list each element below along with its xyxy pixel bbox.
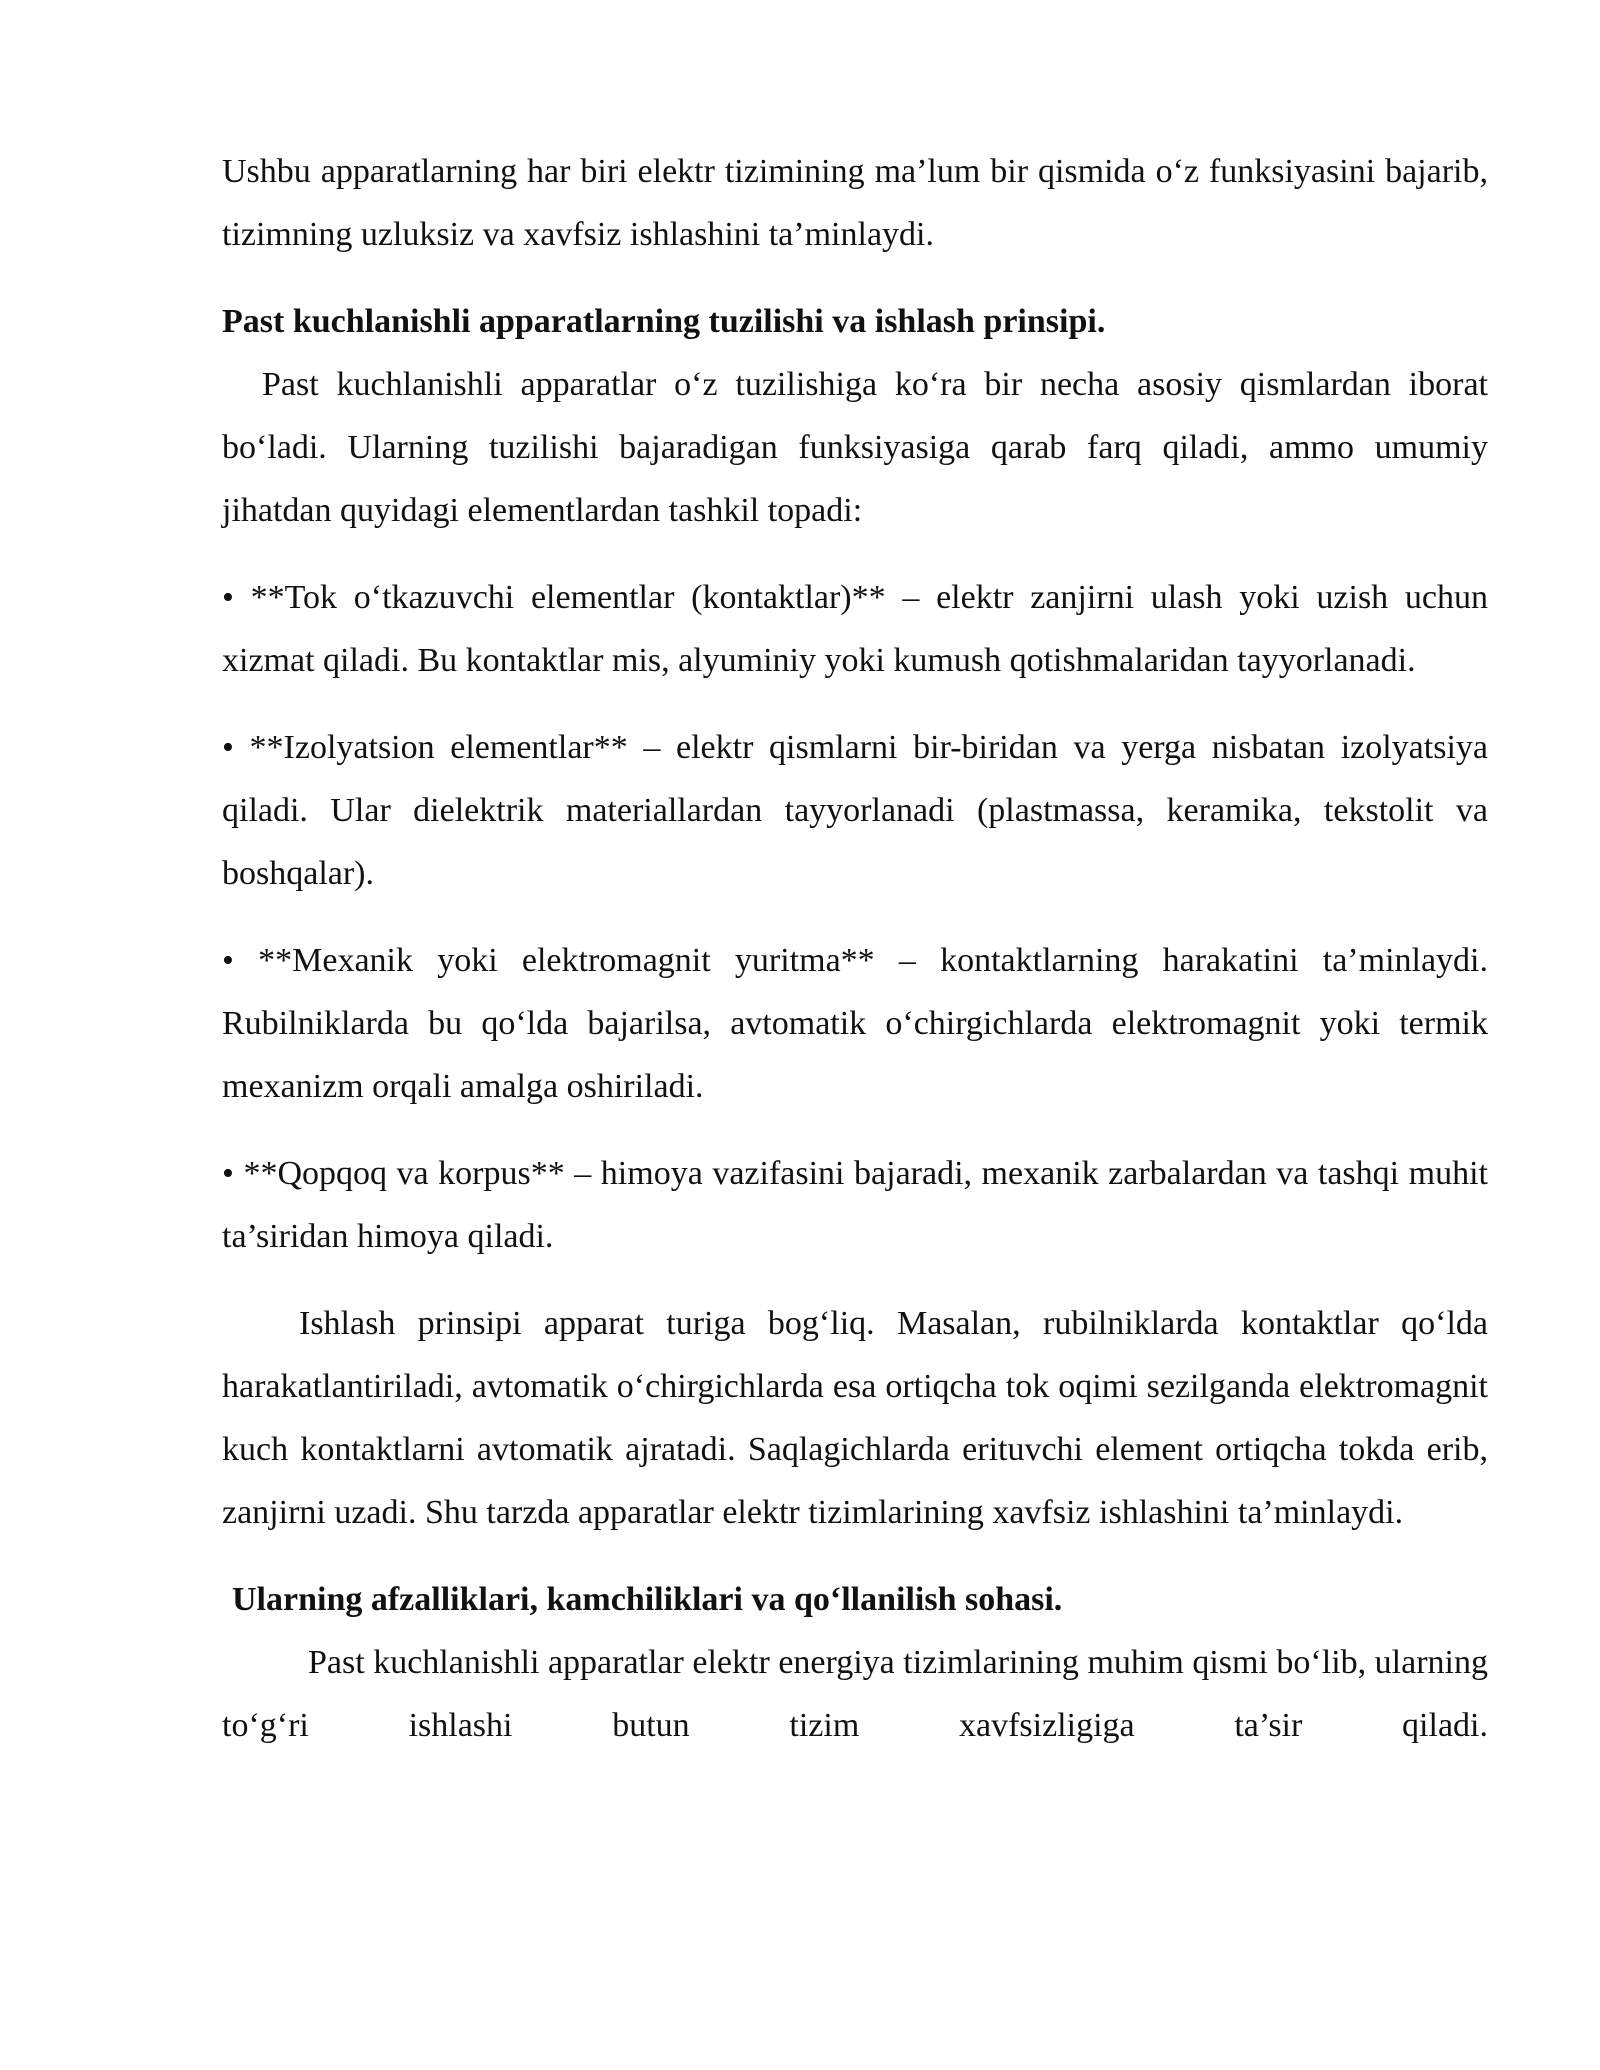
intro-paragraph: Ushbu apparatlarning har biri elektr tizimining ma’lum bir qismida o‘z funksiyasini bajarib, tizimning uzluksiz va xavfsiz ishlashini ta’minlaydi. bbox=[222, 153, 1488, 253]
section-heading-advantages: Ularning afzalliklari, kamchiliklari va qo‘llanilish sohasi. bbox=[232, 1581, 1063, 1618]
section-heading-structure: Past kuchlanishli apparatlarning tuzilishi va ishlash prinsipi. bbox=[222, 303, 1106, 340]
document-page bbox=[222, 140, 1488, 1757]
advantages-paragraph: Past kuchlanishli apparatlar elektr energiya tizimlarining muhim qismi bo‘lib, ularning to‘g‘ri ishlashi butun tizim xavfsizligiga ta’sir qiladi. bbox=[222, 1644, 1488, 1744]
bullet-item-contacts: • **Tok o‘tkazuvchi elementlar (kontaktlar)** – elektr zanjirni ulash yoki uzish uchun xizmat qiladi. Bu kontaktlar mis, alyuminiy yoki kumush qotishmalaridan tayyorlanadi. bbox=[222, 579, 1488, 679]
bullet-item-housing: • **Qopqoq va korpus** – himoya vazifasini bajaradi, mexanik zarbalardan va tashqi muhit ta’siridan himoya qiladi. bbox=[222, 1155, 1488, 1255]
working-principle-paragraph: Ishlash prinsipi apparat turiga bog‘liq. Masalan, rubilniklarda kontaktlar qo‘lda harakatlantiriladi, avtomatik o‘chirgichlarda esa ortiqcha tok oqimi sezilganda elektromagnit kuch kontaktlarni avtomatik ajratadi. Saqlagichlarda erituvchi element ortiqcha tokda erib, zanjirni uzadi. Shu tarzda apparatlar elektr tizimlarining xavfsiz ishlashini ta’minlaydi. bbox=[222, 1305, 1488, 1531]
structure-paragraph: Past kuchlanishli apparatlar o‘z tuzilishiga ko‘ra bir necha asosiy qismlardan iborat bo‘ladi. Ularning tuzilishi bajaradigan funksiyasiga qarab farq qiladi, ammo umumiy jihatdan quyidagi elementlardan tashkil topadi: bbox=[222, 366, 1488, 529]
bullet-item-insulation: • **Izolyatsion elementlar** – elektr qismlarni bir-biridan va yerga nisbatan izolyatsiya qiladi. Ular dielektrik materiallardan tayyorlanadi (plastmassa, keramika, tekstolit va boshqalar). bbox=[222, 729, 1488, 892]
bullet-item-drive: • **Mexanik yoki elektromagnit yuritma** – kontaktlarning harakatini ta’minlaydi. Rubilniklarda bu qo‘lda bajarilsa, avtomatik o‘chirgichlarda elektromagnit yoki termik mexanizm orqali amalga oshiriladi. bbox=[222, 942, 1488, 1105]
